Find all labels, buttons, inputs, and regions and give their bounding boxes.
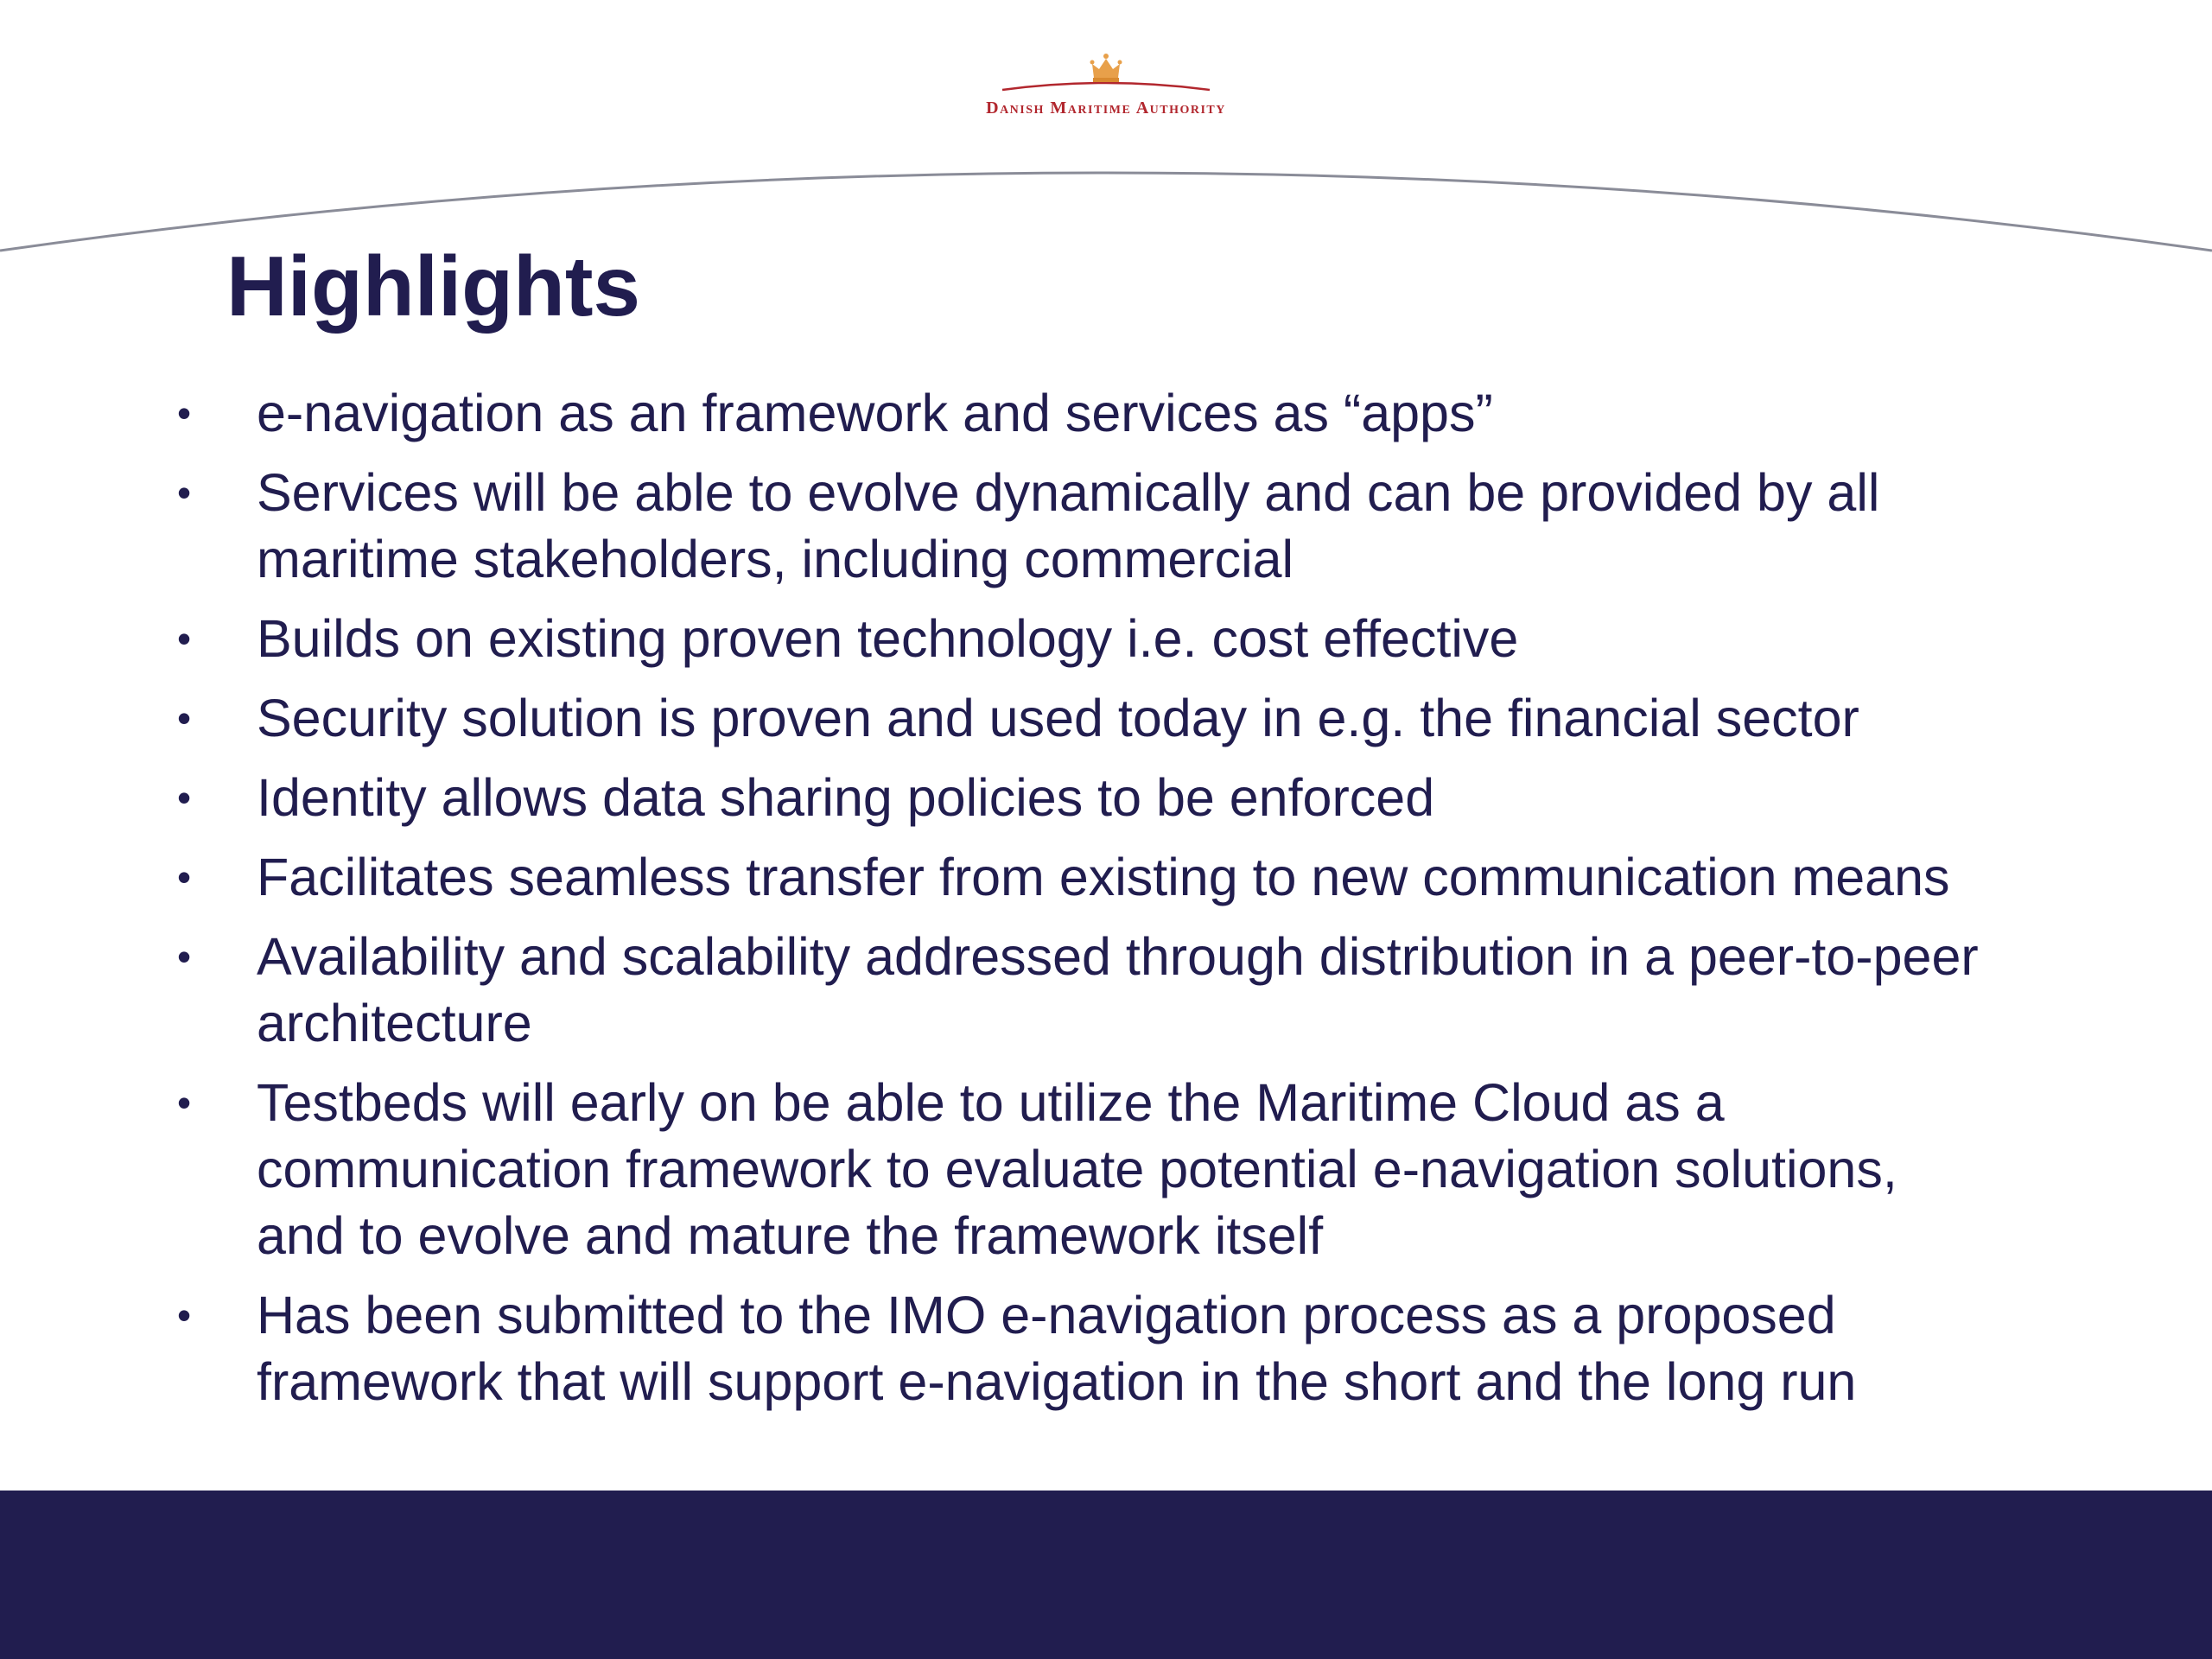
- bullet-text: Services will be able to evolve dynamically and can be provided by all: [257, 463, 1880, 522]
- bullet-item: [0, 924, 2212, 1057]
- bullet-icon: •: [176, 775, 192, 820]
- footer-band: [0, 1491, 2212, 1659]
- bullet-icon: •: [176, 696, 192, 741]
- bullet-icon: •: [176, 616, 192, 661]
- bullet-icon: •: [176, 1293, 192, 1338]
- bullet-item: [0, 460, 2212, 593]
- bullet-text: Availability and scalability addressed through distribution in a peer-to-peer: [257, 927, 1979, 986]
- logo: [950, 43, 1262, 130]
- bullet-text: architecture: [257, 994, 532, 1052]
- bullet-text: Builds on existing proven technology i.e. cost effective: [257, 609, 1519, 668]
- bullet-text: Has been submitted to the IMO e-navigation process as a proposed: [257, 1286, 1836, 1344]
- bullet-icon: •: [176, 934, 192, 979]
- bullet-item: [0, 1070, 2212, 1269]
- bullet-item: [0, 765, 2212, 831]
- bullet-item: [0, 685, 2212, 752]
- bullet-icon: •: [176, 855, 192, 899]
- bullet-item: [0, 1282, 2212, 1415]
- bullet-icon: •: [176, 1080, 192, 1125]
- slide-title: Highlights: [226, 238, 641, 334]
- crown-icon: [950, 43, 1262, 104]
- bullet-text: Testbeds will early on be able to utilize the Maritime Cloud as a: [257, 1073, 1725, 1132]
- bullet-text: and to evolve and mature the framework itself: [257, 1206, 1324, 1265]
- bullet-icon: •: [176, 470, 192, 515]
- bullet-text: Facilitates seamless transfer from existing to new communication means: [257, 848, 1950, 906]
- bullet-text: maritime stakeholders, including commercial: [257, 530, 1294, 588]
- bullet-text: framework that will support e-navigation in the short and the long run: [257, 1352, 1857, 1411]
- bullet-item: [0, 380, 2212, 447]
- bullet-list: [0, 380, 2212, 1428]
- logo-text: Danish Maritime Authority: [986, 99, 1226, 118]
- bullet-text: Security solution is proven and used today in e.g. the financial sector: [257, 689, 1859, 747]
- bullet-text: communication framework to evaluate potential e-navigation solutions,: [257, 1140, 1897, 1198]
- bullet-icon: •: [176, 391, 192, 435]
- bullet-text: e-navigation as an framework and services as “apps”: [257, 384, 1493, 442]
- bullet-text: Identity allows data sharing policies to be enforced: [257, 768, 1435, 827]
- bullet-item: [0, 844, 2212, 911]
- bullet-item: [0, 606, 2212, 672]
